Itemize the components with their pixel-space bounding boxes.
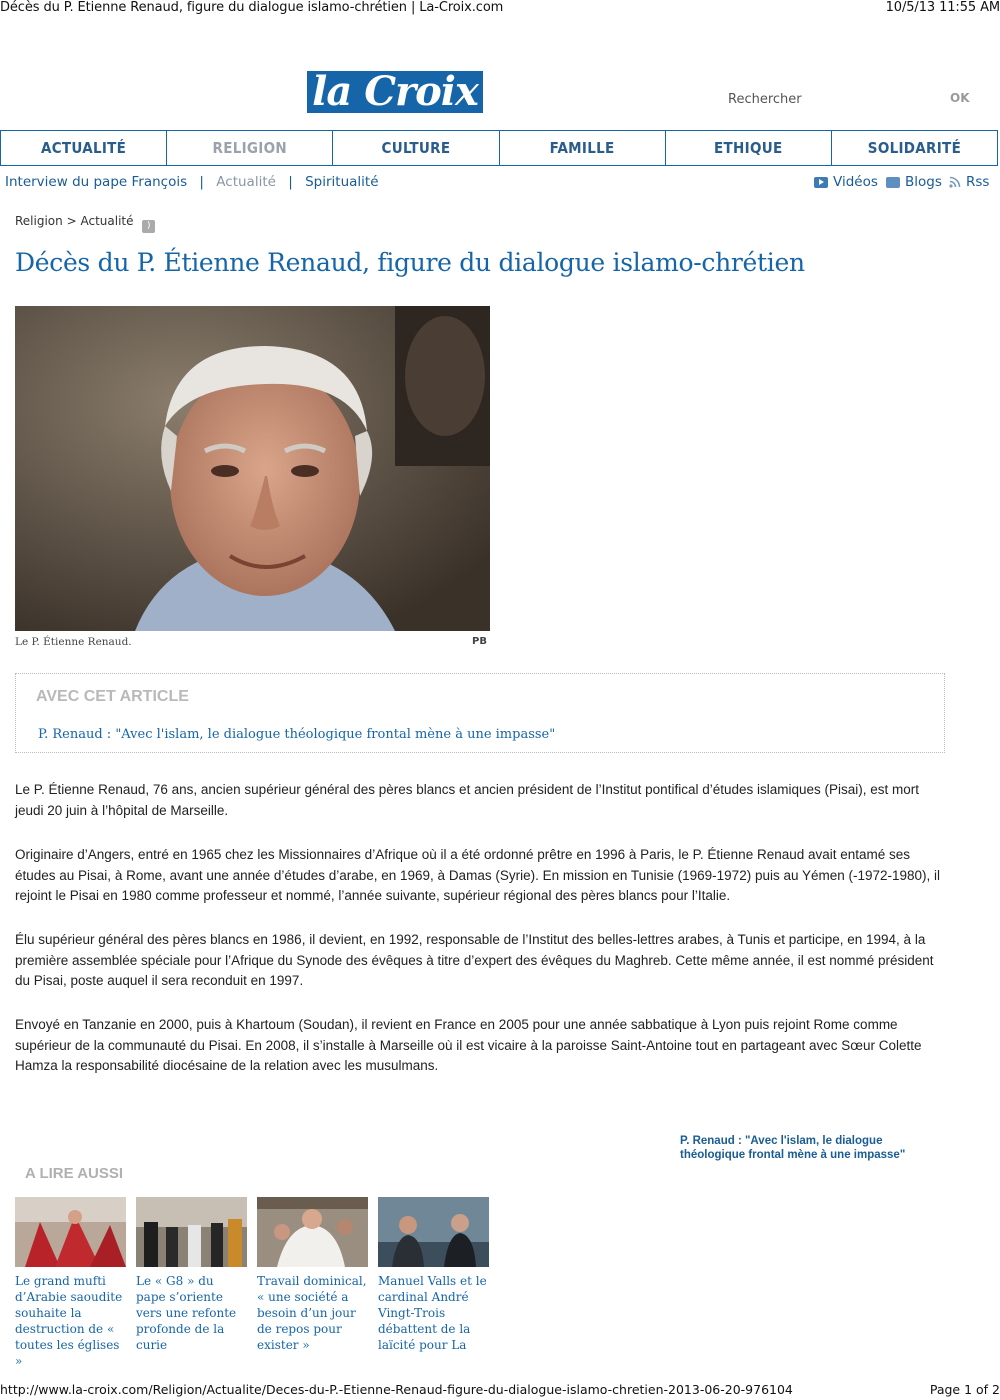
blogs-label: Blogs [905, 174, 942, 190]
nav-item-culture[interactable]: CULTURE [333, 131, 499, 165]
print-url: http://www.la-croix.com/Religion/Actualite/Deces-du-P.-Etienne-Renaud-figure-du-dialogue-islamo-chretien-2013-06-20-976104 [0, 1382, 793, 1397]
related-article-link[interactable]: P. Renaud : "Avec l'islam, le dialogue théologique frontal mène à une impasse" [38, 727, 556, 742]
rss-label: Rss [966, 174, 990, 190]
la-croix-logo[interactable]: la Croix [307, 71, 483, 113]
article-paragraph: Élu supérieur général des pères blancs en 1986, il devient, en 1992, responsable de l’Institut des belles-lettres arabes, à Tunis et participe, en 1994, à la première assemblée spéciale pour l’Afrique du Synode des évêques à titre d’expert des évêques du Maghreb. Cette même année, il est nommé président du Pisai, poste auquel il sera reconduit en 1997. [15, 932, 934, 988]
nav-item-famille[interactable]: FAMILLE [500, 131, 666, 165]
video-icon [814, 177, 828, 188]
breadcrumb-religion[interactable]: Religion [15, 214, 63, 228]
nav-item-solidarite[interactable]: SOLIDARITÉ [867, 139, 962, 157]
main-nav [0, 130, 998, 166]
breadcrumb [15, 214, 155, 233]
rss-icon[interactable]: ) [142, 220, 155, 233]
utility-rss-link[interactable] [949, 174, 989, 190]
subnav-separator: | [199, 174, 204, 190]
portrait-image [15, 306, 490, 631]
article-paragraph: Le P. Étienne Renaud, 76 ans, ancien supérieur général des pères blancs et ancien président de l’Institut pontifical d’études islamiques (Pisai), est mort jeudi 20 juin à l’hôpital de Marseille. [15, 782, 920, 818]
image-credit: PB [472, 636, 487, 647]
read-also-title[interactable]: Le grand mufti d’Arabie saoudite souhaite la destruction de « toutes les églises » [15, 1274, 123, 1368]
subnav-spiritualite[interactable]: Spiritualité [305, 174, 379, 190]
breadcrumb-actualite[interactable]: Actualité [80, 214, 134, 228]
nav-item-actualite[interactable]: ACTUALITÉ [1, 131, 167, 165]
breadcrumb-separator: > [66, 214, 77, 228]
read-also-heading: A LIRE AUSSI [25, 1165, 124, 1182]
related-heading: AVEC CET ARTICLE [36, 688, 189, 705]
utility-videos-link[interactable] [814, 174, 878, 190]
article-paragraph: Envoyé en Tanzanie en 2000, puis à Khartoum (Soudan), il revient en France en 2005 pour une année sabbatique à Lyon puis rejoint Rome comme supérieur de la communauté du Pisai. En 2008, il s’installe à Marseille où il est vicaire à la paroisse Saint-Antoine tout en partageant avec Sœur Colette Hamza la responsabilité diocésaine de la relation avec les musulmans. [15, 1017, 922, 1073]
read-also-thumbnail[interactable] [257, 1197, 368, 1267]
subnav-actualite[interactable]: Actualité [216, 174, 276, 190]
read-also-thumbnail[interactable] [378, 1197, 489, 1267]
print-datetime: 10/5/13 11:55 AM [885, 0, 1000, 15]
side-related-link[interactable]: P. Renaud : "Avec l'islam, le dialogue théologique frontal mène à une impasse" [680, 1135, 906, 1161]
read-also-card[interactable] [136, 1197, 247, 1353]
search-ok-button[interactable]: OK [950, 91, 970, 105]
read-also-title[interactable]: Manuel Valls et le cardinal André Vingt-Trois débattent de la laïcité pour La [378, 1274, 487, 1352]
print-page-number: Page 1 of 2 [929, 1382, 1000, 1397]
print-page-title: Décès du P. Etienne Renaud, figure du dialogue islamo-chrétien | La-Croix.com [0, 0, 504, 15]
read-also-thumbnail[interactable] [136, 1197, 247, 1267]
rss-icon [949, 176, 961, 188]
article-paragraph: Originaire d’Angers, entré en 1965 chez les Missionnaires d’Afrique où il a été ordonné prêtre en 1996 à Paris, le P. Étienne Renaud avait entamé ses études au Pisai, à Rome, avant une année d’études d’arabe, en 1969, à Damas (Syrie). En mission en Tunisie (1969-1972) puis au Yémen (-1972-1980), il rejoint le Pisai en 1980 comme professeur et nommé, l’année suivante, supérieur régional des pères blancs pour l’Italie. [15, 847, 941, 903]
read-also-title[interactable]: Travail dominical, « une société a besoin d’un jour de repos pour exister » [257, 1274, 367, 1352]
subnav-separator: | [288, 174, 293, 190]
nav-item-ethique[interactable]: ETHIQUE [666, 131, 832, 165]
nav-item-religion[interactable]: RELIGION [167, 131, 333, 165]
article-title: Décès du P. Étienne Renaud, figure du dialogue islamo-chrétien [15, 248, 805, 277]
subnav-interview-pape[interactable]: Interview du pape François [5, 174, 188, 190]
speech-bubble-icon [886, 177, 900, 188]
read-also-card[interactable] [378, 1197, 489, 1353]
videos-label: Vidéos [833, 174, 878, 190]
image-caption: Le P. Étienne Renaud. [15, 636, 132, 648]
sub-nav [5, 174, 379, 190]
read-also-card[interactable] [15, 1197, 126, 1369]
read-also-card[interactable] [257, 1197, 368, 1353]
read-also-title[interactable]: Le « G8 » du pape s’oriente vers une refonte profonde de la curie [136, 1274, 237, 1352]
read-also-thumbnail[interactable] [15, 1197, 126, 1267]
utility-blogs-link[interactable] [886, 174, 942, 190]
search-input[interactable]: Rechercher [728, 92, 802, 107]
article-photo [15, 306, 490, 631]
